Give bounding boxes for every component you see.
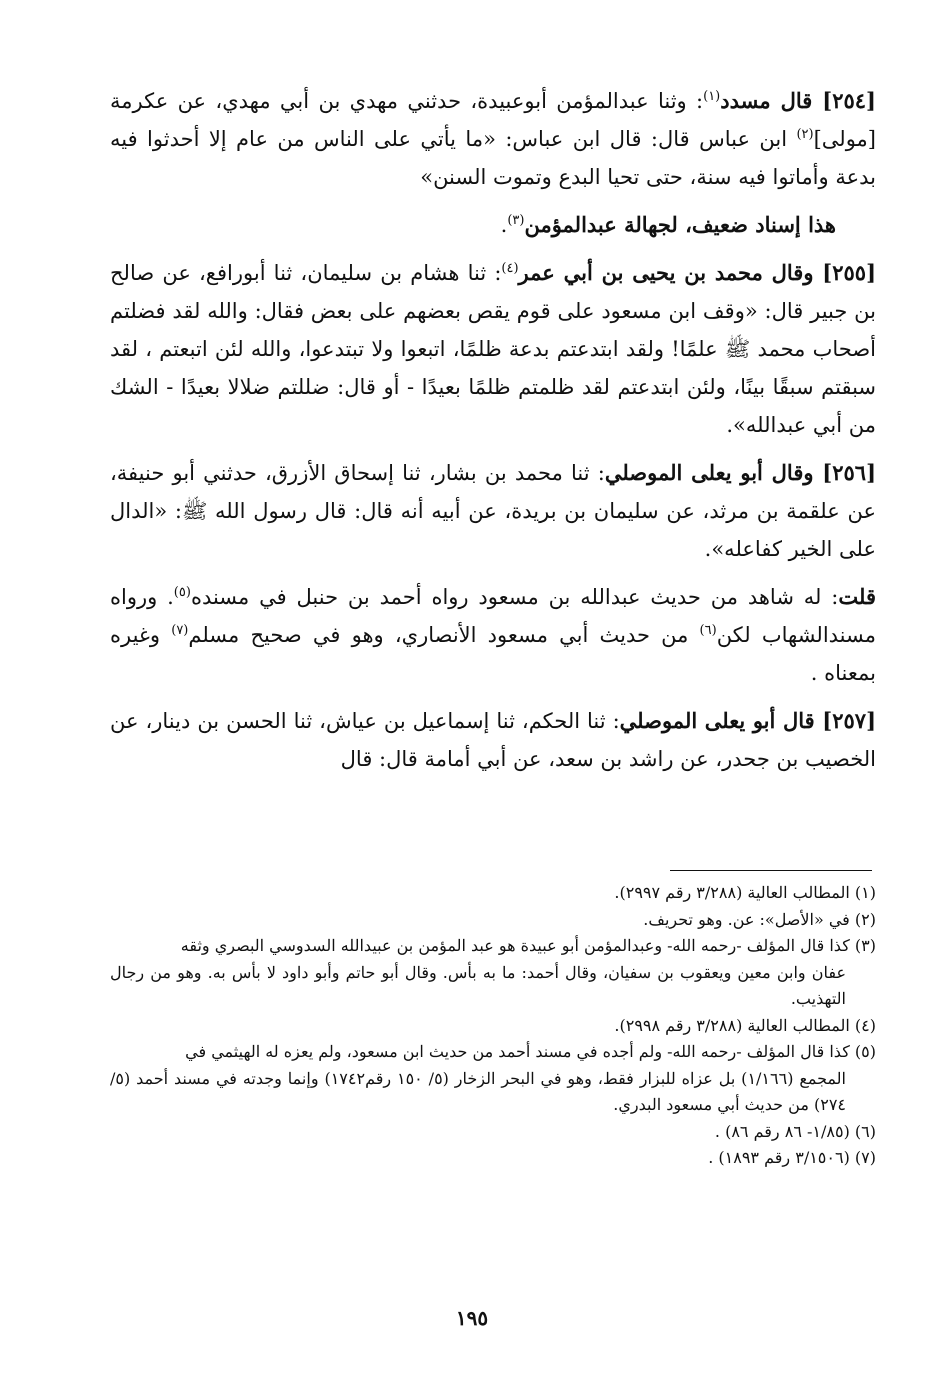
footnote-6-text: (٦) (١/٨٥- ٨٦ رقم ٨٦) . [714,1121,876,1141]
footnotes [110,880,876,1172]
footnote-4 [110,1013,876,1040]
grading-254 [110,206,876,244]
hadith-256-label: [٢٥٦] وقال أبو يعلى الموصلي [604,460,876,485]
hadith-254-text-cont: ابن عباس قال: قال ابن عباس: «ما يأتي على الناس من عام إلا أحدثوا فيه بدعة وأماتوا فيه سنة، حتى تحيا البدع وتموت السنن» [110,127,876,189]
page-number: ١٩٥ [455,1306,489,1330]
footnote-ref-7[interactable]: (٧) [171,623,189,638]
footnote-5-continuation: المجمع (١/١٦٦) بل عزاه للبزار فقط، وهو في البحر الزخار (٥/ ١٥٠ رقم١٧٤٢) وإنما وجدته في مسند أحمد (٥/ ٢٧٤) من حديث أبي مسعود البدري. [110,1068,847,1114]
footnote-ref-3[interactable]: (٣) [507,213,525,228]
footnote-ref-1[interactable]: (١) [703,89,721,104]
grading-254-label: هذا إسناد ضعيف، لجهالة عبدالمؤمن [524,212,836,237]
hadith-257-label: [٢٥٧] قال أبو يعلى الموصلي [619,708,877,733]
footnote-ref-2[interactable]: (٢) [796,127,814,142]
footnote-4-text: (٤) المطالب العالية (٣/٢٨٨ رقم ٢٩٩٨). [614,1015,876,1035]
footnote-ref-6[interactable]: (٦) [699,623,717,638]
footnote-7 [110,1145,876,1172]
footnote-5 [110,1039,876,1119]
hadith-256-text: : ثنا محمد بن بشار، ثنا إسحاق الأزرق، حدثني أبو حنيفة، عن علقمة بن مرثد، عن سليمان بن بريدة، عن أبيه أنه قال: قال رسول الله ﷺ: «الدال على الخير كفاعله». [110,461,876,561]
footnote-ref-5[interactable]: (٥) [173,585,191,600]
footnote-6 [110,1119,876,1146]
footnote-5-text: (٥) كذا قال المؤلف -رحمه الله- ولم أجده في مسند أحمد من حديث ابن مسعود، ولم يعزه له الهيثمي في [185,1042,876,1061]
hadith-254-text: : وثنا عبدالمؤمن أبوعبيدة، حدثني مهدي بن أبي مهدي، عن عكرمة [مولى] [110,89,876,151]
hadith-257 [110,702,876,778]
commentary-text-4: وغيره بمعناه . [110,623,876,685]
commentary [110,578,876,692]
hadith-254 [110,82,876,196]
commentary-text-3: من حديث أبي مسعود الأنصاري، وهو في صحيح مسلم [188,623,700,647]
hadith-254-label: [٢٥٤] قال مسدد [720,88,876,113]
footnote-1-text: (١) المطالب العالية (٣/٢٨٨ رقم ٢٩٩٧). [614,883,876,902]
footnote-7-text: (٧) (٣/١٥٠٦ رقم ١٨٩٣) . [708,1148,876,1167]
footnote-divider [670,870,872,871]
footnote-1 [110,880,876,907]
footnote-3-text: (٣) كذا قال المؤلف -رحمه الله- وعبدالمؤمن أبو عبيدة هو عبد المؤمن بن عبيدالله السدوسي البصري وثقه [180,936,876,955]
footnote-2-text: (٢) في «الأصل»: عن. وهو تحريف. [643,909,876,929]
footnote-3 [110,933,876,1013]
footnote-ref-4[interactable]: (٤) [501,261,519,276]
hadith-256 [110,454,876,568]
hadith-255-label: [٢٥٥] وقال محمد بن يحيى بن أبي عمر [518,260,876,285]
footnote-2 [110,907,876,934]
grading-254-text: . [500,213,508,237]
hadith-255 [110,254,876,444]
footnote-3-continuation: عفان وابن معين ويعقوب بن سفيان، وقال أحمد: ما به بأس. وقال أبو حاتم وأبو داود لا بأس به. وهو من رجال التهذيب. [110,962,847,1008]
commentary-text: : له شاهد من حديث عبدالله بن مسعود رواه أحمد بن حنبل في مسنده [190,585,839,609]
commentary-label: قلت [838,584,876,609]
hadith-257-text: : ثنا الحكم، ثنا إسماعيل بن عياش، ثنا الحسن بن دينار، عن الخصيب بن جحدر، عن راشد بن سعد، عن أبي أمامة قال: قال [110,709,876,771]
commentary-text-2: . ورواه مسندالشهاب لكن [110,585,876,647]
hadith-255-text: : ثنا هشام بن سليمان، ثنا أبورافع، عن صالح بن جبير قال: «وقف ابن مسعود على قوم يقص بعضهم على بعض فقال: والله لقد فضلتم أصحاب محمد ﷺ علمًا! ولقد ابتدعتم بدعة ظلمًا، اتبعوا ولا تبتدعوا، والله لئن اتبعتم ، لقد سبقتم سبقًا بينًا، ولئن ابتدعتم لقد ظلمتم ظلمًا بعيدًا - أو قال: ضللتم ضلالا بعيدًا - الشك من أبي عبدالله». [110,261,876,437]
